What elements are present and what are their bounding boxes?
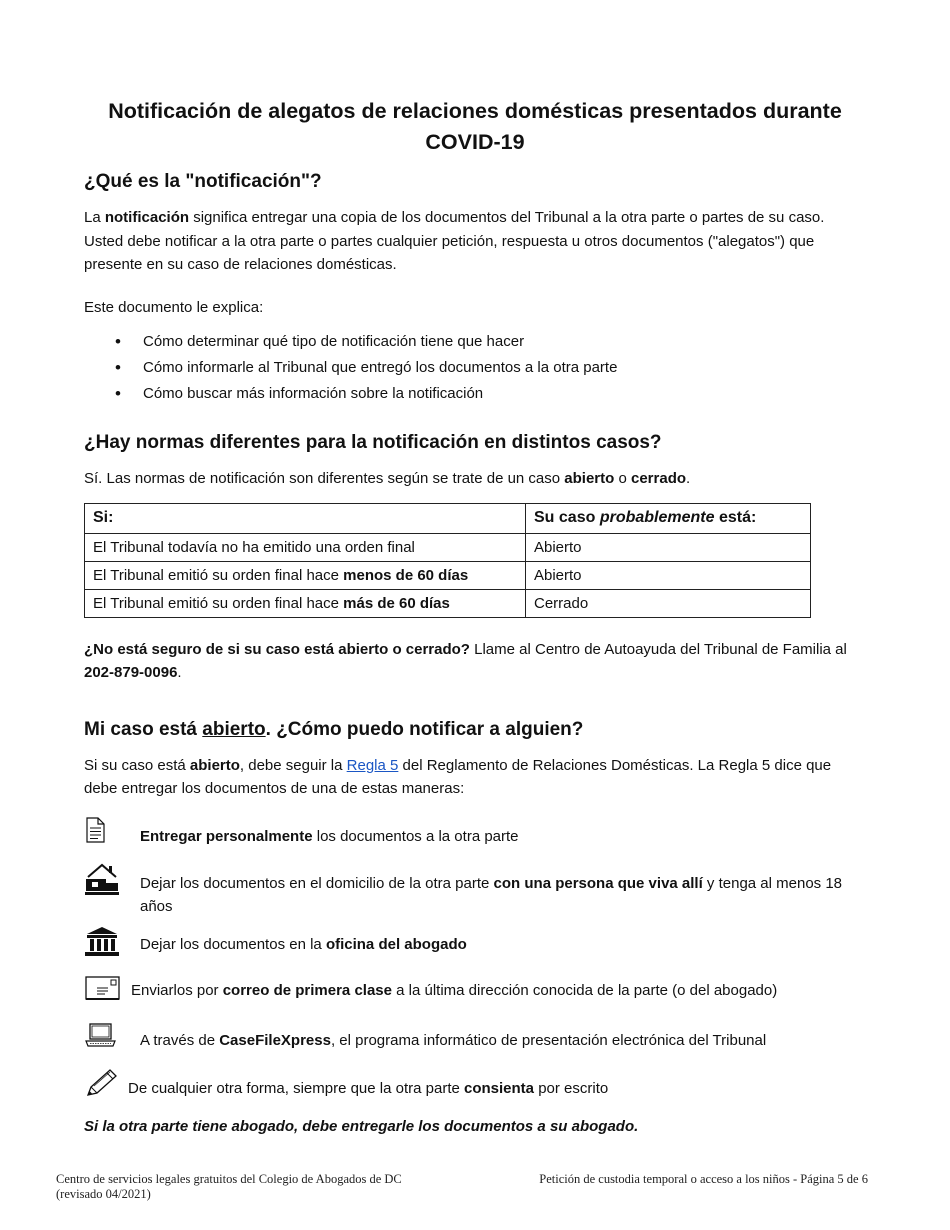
table-row [85, 533, 811, 561]
list-item: • Cómo informarle al Tribunal que entregó los documentos a la otra parte [84, 355, 866, 381]
table-cell-condition: El Tribunal todavía no ha emitido una orden final [85, 533, 526, 561]
method-text: Enviarlos por correo de primera clase a la última dirección conocida de la parte (o del abogado) [131, 981, 778, 999]
heading-open-case: Mi caso está abierto. ¿Cómo puedo notificar a alguien? [84, 718, 584, 740]
method-home-delivery [84, 863, 866, 925]
courthouse-icon [84, 925, 120, 959]
table-header-if: Si: [85, 503, 526, 533]
page-footer [56, 1172, 868, 1202]
table-cell-status: Cerrado [526, 589, 811, 617]
laptop-icon [84, 1021, 120, 1055]
table-row [85, 589, 811, 617]
table-cell-status: Abierto [526, 533, 811, 561]
method-attorney-office [84, 927, 866, 971]
table-header-status: Su caso probablemente está: [526, 503, 811, 533]
attorney-note: Si la otra parte tiene abogado, debe entregarle los documentos a su abogado. [84, 1117, 639, 1135]
method-first-class-mail [84, 975, 866, 1021]
notification-definition: La notificación significa entregar una copia de los documentos del Tribunal a la otra parte o partes de su caso. Usted debe notificar a la otra parte o partes cualquier petición, respuesta u otros documentos ("alegatos") que presente en su caso de relaciones domésticas. [84, 209, 825, 273]
heading-different-rules: ¿Hay normas diferentes para la notificación en distintos casos? [84, 432, 662, 453]
method-text: Dejar los documentos en el domicilio de la otra parte con una persona que viva allí y tenga al menos 18 años [140, 874, 843, 915]
footer-revision: (revisado 04/2021) [56, 1187, 151, 1201]
method-text: A través de CaseFileXpress, el programa informático de presentación electrónica del Tribunal [140, 1031, 767, 1049]
envelope-icon [84, 973, 120, 1007]
method-other-consent [84, 1071, 866, 1113]
page-title: Notificación de alegatos de relaciones domésticas presentados durante COVID-19 [108, 99, 842, 154]
pencil-icon [84, 1067, 120, 1101]
house-icon [84, 863, 120, 897]
explains-list [84, 329, 866, 407]
list-item: • Cómo determinar qué tipo de notificación tiene que hacer [84, 329, 866, 355]
table-header-row [85, 503, 811, 533]
table-cell-condition: El Tribunal emitió su orden final hace menos de 60 días [85, 561, 526, 589]
unsure-help-text: ¿No está seguro de si su caso está abierto o cerrado? Llame al Centro de Autoayuda del Tribunal de Familia al 202-879-0096. [84, 640, 847, 681]
rules-text: Sí. Las normas de notificación son diferentes según se trate de un caso abierto o cerrado. [84, 470, 691, 487]
list-item: • Cómo buscar más información sobre la notificación [84, 381, 866, 407]
footer-organization: Centro de servicios legales gratuitos del Colegio de Abogados de DC [56, 1172, 402, 1186]
table-cell-condition: El Tribunal emitió su orden final hace más de 60 días [85, 589, 526, 617]
document-icon [84, 817, 120, 851]
heading-what-is-notification: ¿Qué es la "notificación"? [84, 171, 322, 192]
open-case-text: Si su caso está abierto, debe seguir la Regla 5 del Reglamento de Relaciones Domésticas. La Regla 5 dice que debe entregar los documentos de una de estas maneras: [84, 756, 832, 797]
explains-intro: Este documento le explica: [84, 298, 264, 316]
method-text: De cualquier otra forma, siempre que la otra parte consienta por escrito [128, 1079, 609, 1097]
rule-5-link[interactable]: Regla 5 [346, 756, 399, 774]
case-status-table [84, 503, 811, 618]
method-text: Dejar los documentos en la oficina del abogado [140, 935, 467, 953]
table-row [85, 561, 811, 589]
table-cell-status: Abierto [526, 561, 811, 589]
method-casefilexpress [84, 1023, 866, 1069]
method-text: Entregar personalmente los documentos a la otra parte [140, 827, 519, 845]
footer-page-info: Petición de custodia temporal o acceso a los niños - Página 5 de 6 [539, 1172, 868, 1186]
document-page [84, 96, 866, 1138]
method-personal-delivery [84, 819, 866, 859]
